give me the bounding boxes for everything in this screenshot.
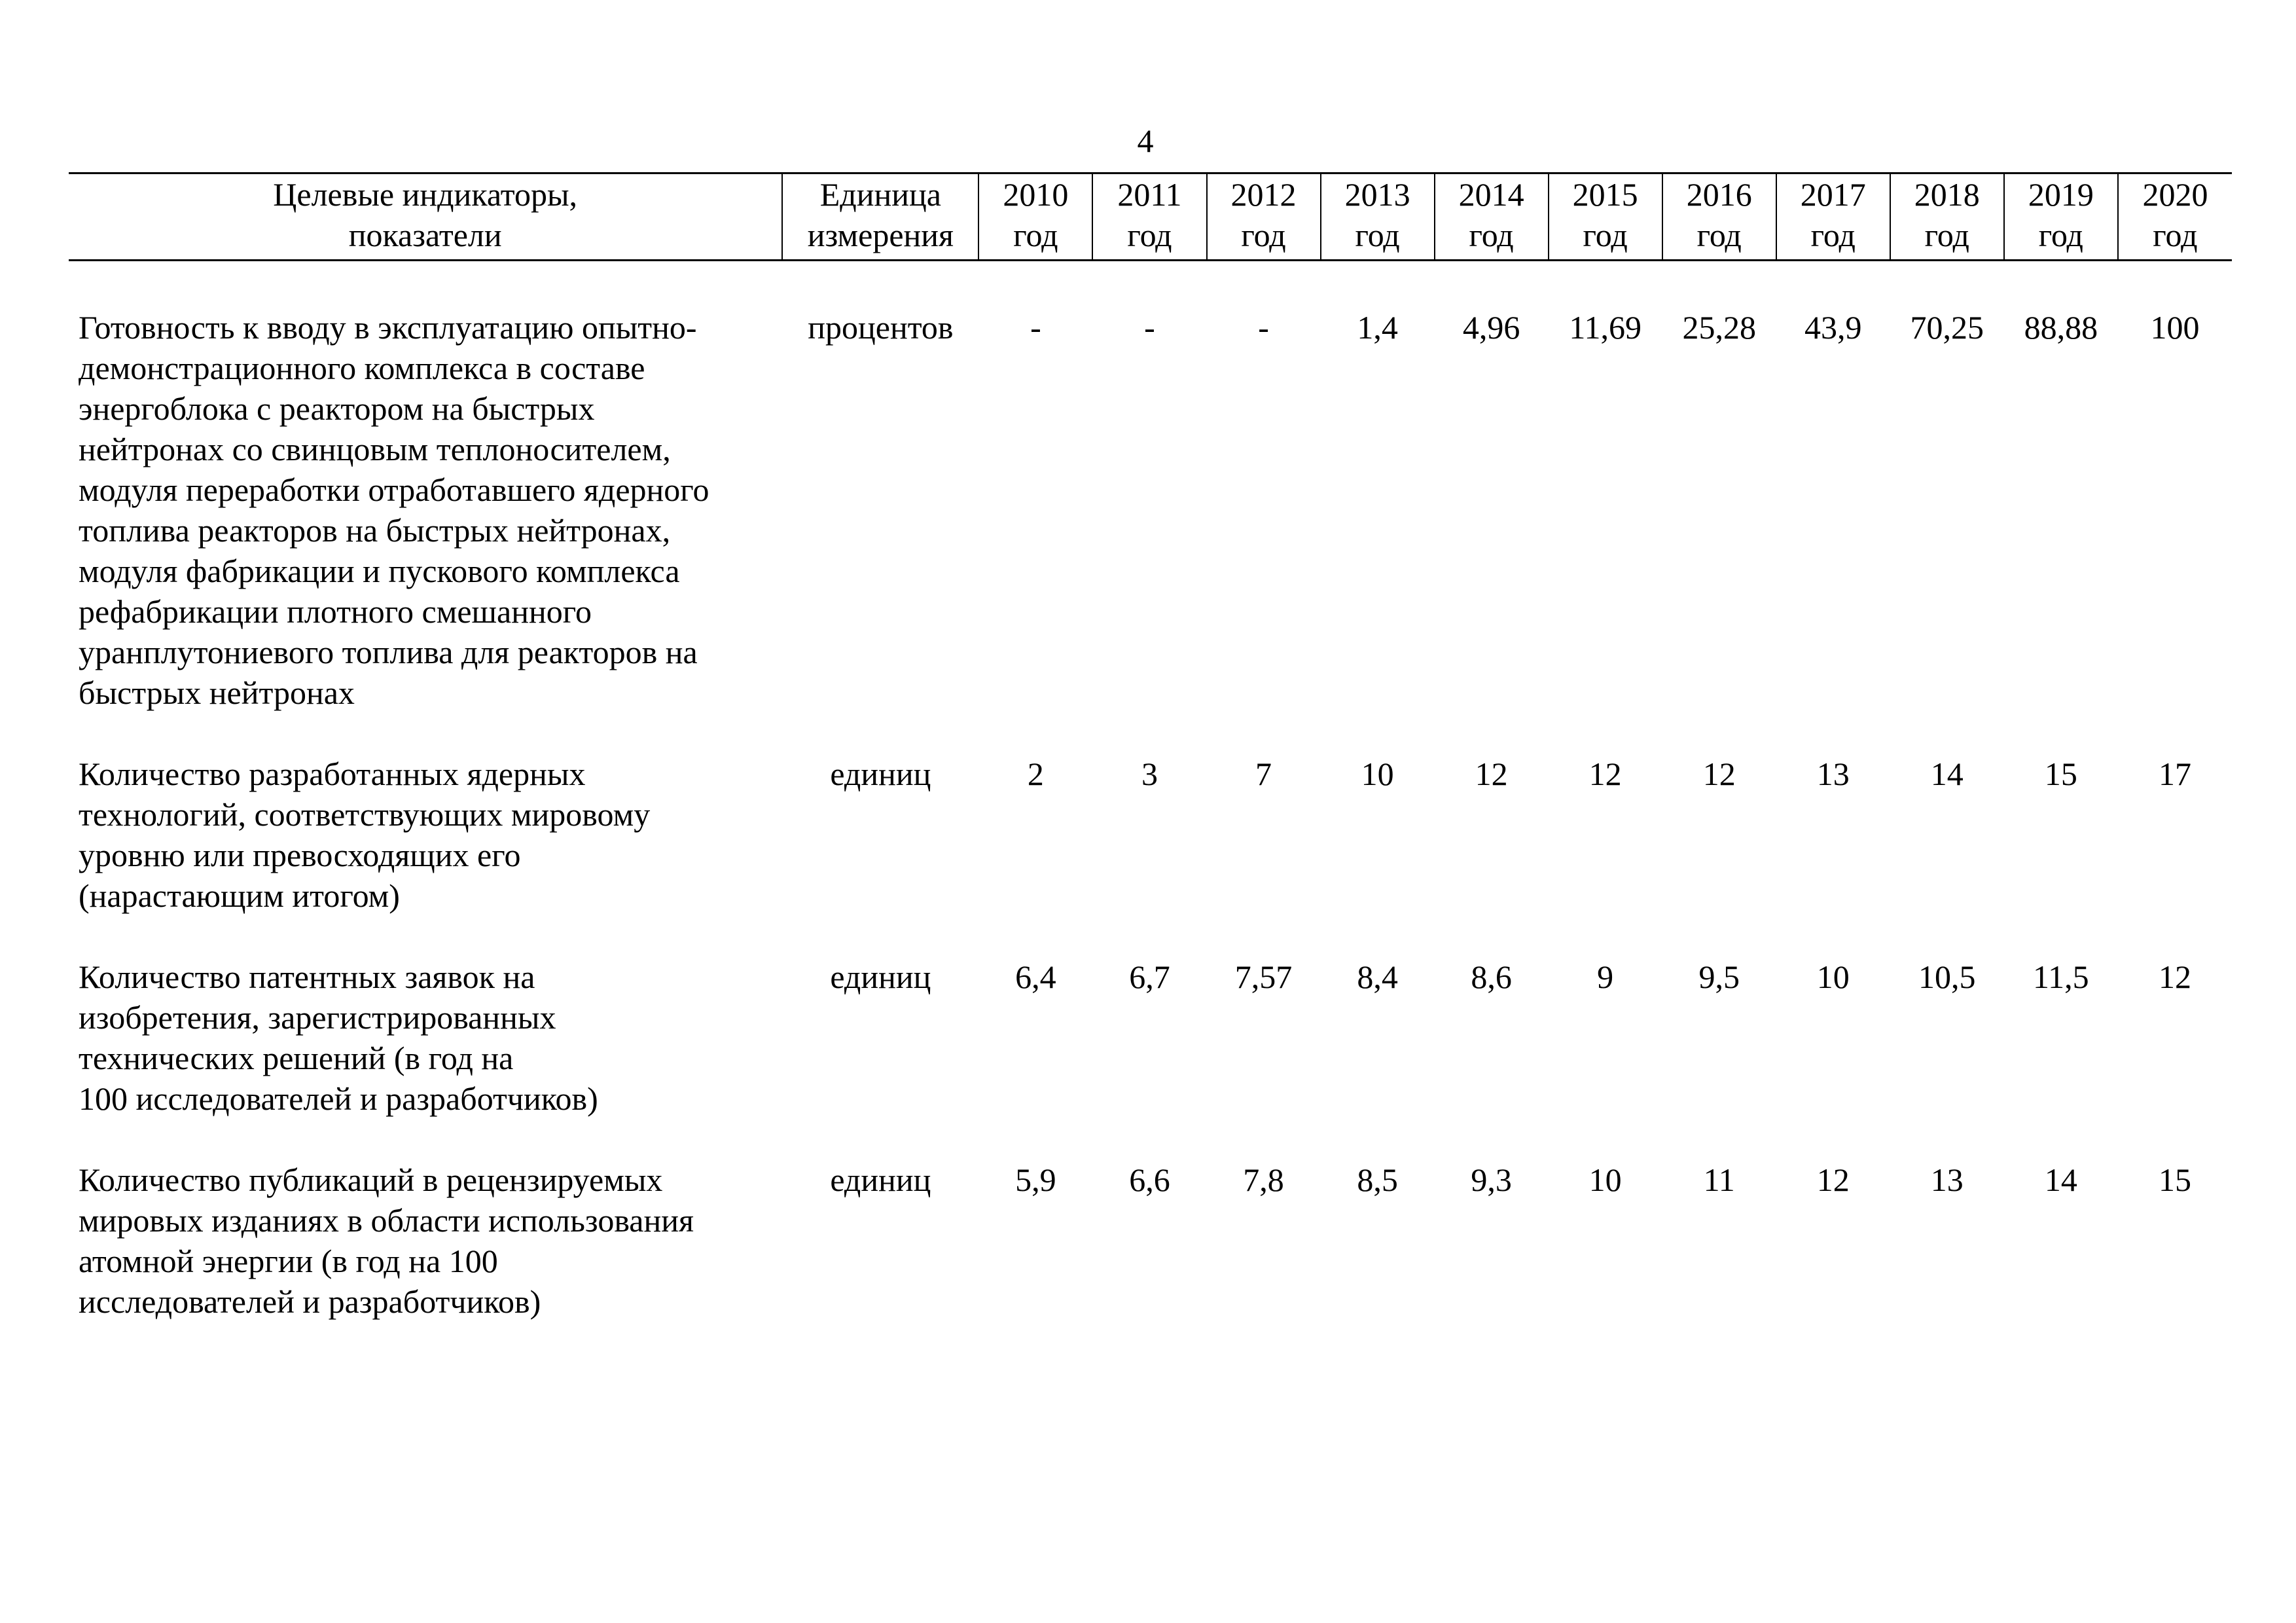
value-2017: 43,9 (1804, 309, 1862, 346)
header-year-2012 (1207, 173, 1321, 261)
value-2013: 8,4 (1357, 958, 1398, 995)
header-year-2018 (1890, 173, 2004, 261)
value-2019: 11,5 (2033, 958, 2089, 995)
header-indicator-line: показатели (348, 217, 502, 253)
header-year-suffix: год (1355, 217, 1400, 253)
value-2019: 14 (2044, 1161, 2077, 1198)
header-year-suffix: год (1241, 217, 1286, 253)
indicator-name-line: атомной энергии (в год на 100 (79, 1243, 498, 1279)
header-year-number: 2018 (1914, 176, 1980, 213)
header-indicator (69, 173, 782, 261)
indicator-unit: единиц (830, 756, 931, 792)
value-2012: - (1258, 309, 1269, 346)
value-2011: 3 (1141, 756, 1158, 792)
header-year-suffix: год (1810, 217, 1856, 253)
header-year-suffix: год (2153, 217, 2198, 253)
value-2018: 14 (1930, 756, 1964, 792)
indicator-name-line: уровню или превосходящих его (79, 837, 521, 873)
page-number: 4 (1137, 122, 1154, 159)
indicator-name-line: модуля фабрикации и пускового комплекса (79, 553, 680, 589)
header-year-number: 2020 (2142, 176, 2208, 213)
value-2014: 8,6 (1471, 958, 1512, 995)
indicator-name-line: исследователей и разработчиков) (79, 1283, 541, 1320)
header-unit-line: Единица (819, 176, 941, 213)
header-year-number: 2011 (1117, 176, 1182, 213)
header-year-number: 2017 (1800, 176, 1866, 213)
value-2012: 7 (1255, 756, 1272, 792)
header-year-2013 (1321, 173, 1435, 261)
indicator-name-line: демонстрационного комплекса в составе (79, 350, 645, 386)
header-year-2014 (1435, 173, 1549, 261)
indicator-name-line: Количество публикаций в рецензируемых (79, 1161, 663, 1198)
indicator-unit: единиц (830, 958, 931, 995)
indicator-name (69, 1159, 782, 1362)
indicator-name-line: энергоблока с реактором на быстрых (79, 390, 595, 427)
indicator-name-line: быстрых нейтронах (79, 674, 355, 711)
value-2016: 11 (1703, 1161, 1735, 1198)
indicator-unit: процентов (808, 309, 954, 346)
value-2020: 15 (2158, 1161, 2191, 1198)
value-2017: 10 (1816, 958, 1850, 995)
value-2010: 5,9 (1015, 1161, 1056, 1198)
header-year-number: 2013 (1344, 176, 1410, 213)
header-year-2015 (1549, 173, 1662, 261)
indicator-name-line: нейтронах со свинцовым теплоносителем, (79, 431, 671, 467)
indicator-name-line: мировых изданиях в области использования (79, 1202, 694, 1239)
value-2019: 15 (2044, 756, 2077, 792)
indicator-name (69, 957, 782, 1159)
table-row (69, 261, 2232, 754)
header-year-number: 2016 (1686, 176, 1752, 213)
value-2020: 100 (2150, 309, 2200, 346)
indicator-name-line: рефабрикации плотного смешанного (79, 593, 592, 630)
header-year-suffix: год (1583, 217, 1628, 253)
header-year-number: 2019 (2028, 176, 2094, 213)
value-2014: 9,3 (1471, 1161, 1512, 1198)
value-2012: 7,8 (1243, 1161, 1284, 1198)
header-year-suffix: год (1469, 217, 1514, 253)
header-year-number: 2015 (1572, 176, 1638, 213)
indicators-table (69, 172, 2232, 1362)
value-2013: 1,4 (1357, 309, 1398, 346)
indicator-name-line: 100 исследователей и разработчиков) (79, 1080, 598, 1117)
value-2016: 9,5 (1698, 958, 1740, 995)
header-year-2019 (2004, 173, 2118, 261)
table-row (69, 957, 2232, 1159)
indicator-name-line: модуля переработки отработавшего ядерного (79, 471, 709, 508)
indicator-unit: единиц (830, 1161, 931, 1198)
indicator-name-line: Количество разработанных ядерных (79, 756, 586, 792)
value-2014: 12 (1475, 756, 1508, 792)
indicator-name (69, 261, 782, 754)
value-2017: 12 (1816, 1161, 1850, 1198)
header-year-2011 (1092, 173, 1206, 261)
value-2015: 9 (1597, 958, 1614, 995)
indicator-name-line: (нарастающим итогом) (79, 877, 400, 914)
table-row (69, 754, 2232, 957)
header-year-number: 2012 (1230, 176, 1297, 213)
header-indicator-line: Целевые индикаторы, (273, 176, 578, 213)
header-unit-line: измерения (807, 217, 954, 253)
header-year-number: 2010 (1003, 176, 1069, 213)
value-2010: - (1030, 309, 1041, 346)
value-2020: 12 (2158, 958, 2191, 995)
indicator-name-line: технологий, соответствующих мировому (79, 796, 651, 833)
table-row (69, 1159, 2232, 1362)
value-2010: 6,4 (1015, 958, 1056, 995)
value-2010: 2 (1027, 756, 1044, 792)
value-2012: 7,57 (1234, 958, 1293, 995)
header-year-number: 2014 (1458, 176, 1524, 213)
value-2013: 8,5 (1357, 1161, 1398, 1198)
value-2018: 70,25 (1910, 309, 1984, 346)
value-2015: 11,69 (1569, 309, 1641, 346)
value-2019: 88,88 (2024, 309, 2098, 346)
value-2016: 25,28 (1682, 309, 1756, 346)
header-unit (782, 173, 978, 261)
indicator-name-line: уранплутониевого топлива для реакторов на (79, 634, 698, 670)
value-2011: - (1144, 309, 1155, 346)
indicator-name-line: изобретения, зарегистрированных (79, 999, 556, 1036)
header-year-suffix: год (1127, 217, 1172, 253)
value-2011: 6,7 (1129, 958, 1170, 995)
value-2015: 10 (1588, 1161, 1622, 1198)
header-year-2020 (2118, 173, 2232, 261)
value-2015: 12 (1588, 756, 1622, 792)
table-header-row (69, 173, 2232, 261)
header-year-2016 (1662, 173, 1776, 261)
value-2016: 12 (1702, 756, 1736, 792)
header-year-suffix: год (1696, 217, 1742, 253)
indicator-name-line: технических решений (в год на (79, 1040, 514, 1076)
indicator-name-line: топлива реакторов на быстрых нейтронах, (79, 512, 671, 549)
indicator-name-line: Количество патентных заявок на (79, 958, 535, 995)
header-year-suffix: год (2038, 217, 2083, 253)
header-year-suffix: год (1924, 217, 1969, 253)
indicator-name (69, 754, 782, 957)
indicator-name-line: Готовность к вводу в эксплуатацию опытно- (79, 309, 697, 346)
header-year-suffix: год (1013, 217, 1058, 253)
value-2017: 13 (1816, 756, 1850, 792)
value-2011: 6,6 (1129, 1161, 1170, 1198)
value-2014: 4,96 (1462, 309, 1520, 346)
value-2020: 17 (2158, 756, 2191, 792)
value-2018: 10,5 (1918, 958, 1976, 995)
header-year-2010 (978, 173, 1092, 261)
value-2013: 10 (1361, 756, 1394, 792)
header-year-2017 (1776, 173, 1890, 261)
value-2018: 13 (1930, 1161, 1964, 1198)
